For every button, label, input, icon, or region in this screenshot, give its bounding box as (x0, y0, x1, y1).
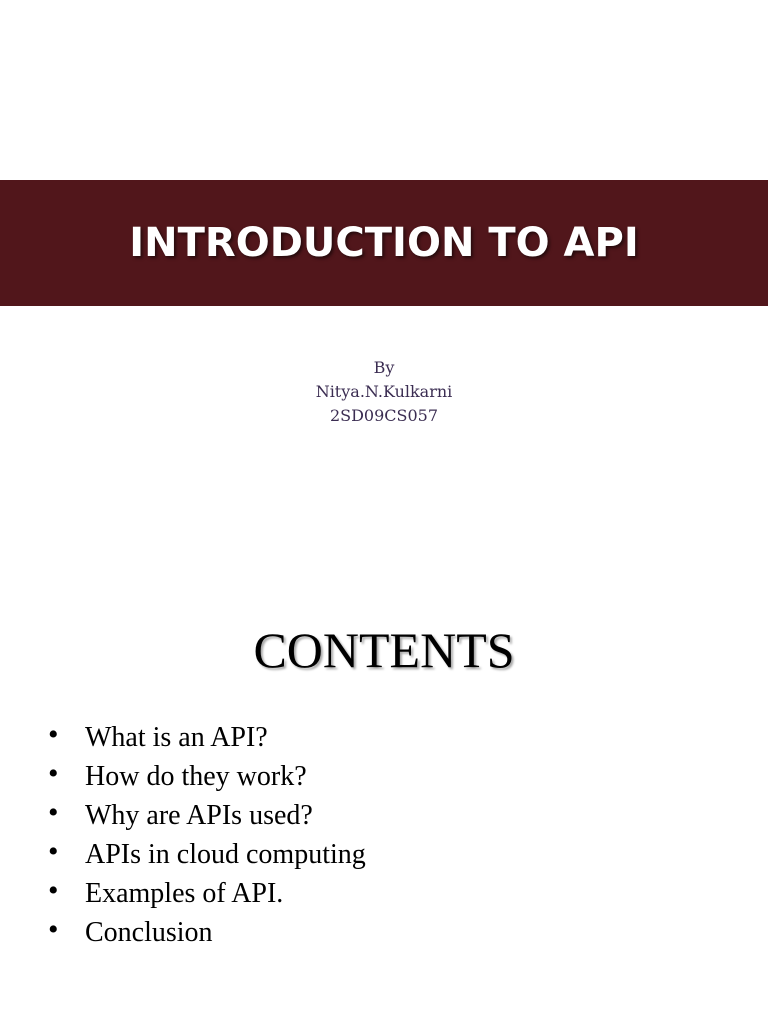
bullet-icon: • (48, 757, 59, 790)
list-item (48, 796, 366, 835)
list-item-text: Examples of API. (85, 878, 284, 909)
bullet-icon: • (48, 835, 59, 868)
author-by: By (373, 358, 395, 377)
list-item (48, 913, 366, 952)
author-block (0, 356, 768, 428)
author-name: Nitya.N.Kulkarni (315, 382, 453, 401)
contents-list (48, 718, 366, 952)
list-item-text: Why are APIs used? (85, 800, 313, 831)
bullet-icon: • (48, 796, 59, 829)
bullet-icon: • (48, 718, 59, 751)
slide-title: INTRODUCTION TO API (129, 220, 639, 266)
list-item-text: What is an API? (85, 722, 268, 753)
list-item (48, 874, 366, 913)
bullet-icon: • (48, 913, 59, 946)
contents-heading: CONTENTS (253, 622, 515, 678)
list-item (48, 757, 366, 796)
list-item (48, 835, 366, 874)
author-id: 2SD09CS057 (329, 406, 439, 425)
list-item-text: Conclusion (85, 917, 213, 948)
title-banner (0, 180, 768, 306)
bullet-icon: • (48, 874, 59, 907)
list-item-text: APIs in cloud computing (85, 839, 366, 870)
list-item-text: How do they work? (85, 761, 307, 792)
list-item (48, 718, 366, 757)
contents-slide (0, 576, 768, 1024)
